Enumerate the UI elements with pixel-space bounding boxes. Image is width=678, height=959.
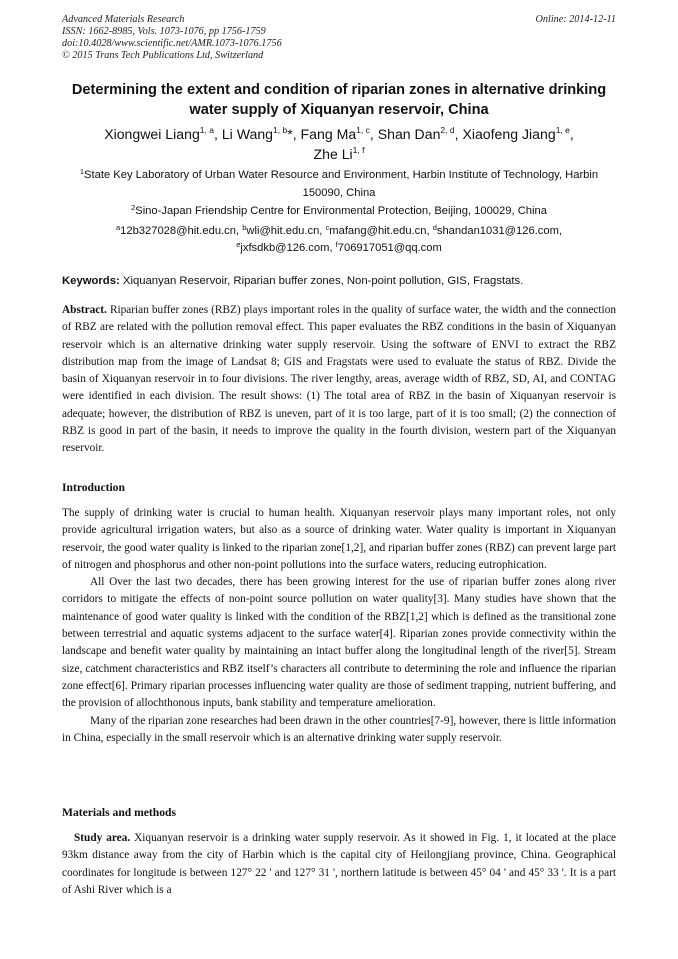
author: Xiaofeng Jiang$^{1, e}$, bbox=[462, 125, 574, 142]
abstract-label: Abstract. bbox=[62, 304, 107, 316]
keywords-text: Xiquanyan Reservoir, Riparian buffer zones, Non-point pollution, GIS, Fragstats. bbox=[119, 275, 524, 287]
study-area-text: Xiquanyan reservoir is a drinking water supply reservoir. As it showed in Fig. 1, it located at the place 93km distance away from the city of Harbin which is the capital city of Heilongjiang province, China. Geographical coordinates for longitude is between 127° 22 ' and 127° 31 ', northern latitude is between 45° 04 ' and 45° 33 '. It is a part of Ashi River which is a bbox=[62, 832, 616, 896]
email: $^b$wli@hit.edu.cn, bbox=[242, 223, 326, 237]
study-area-paragraph bbox=[62, 830, 616, 899]
doi-line: doi:10.4028/www.scientific.net/AMR.1073-1076.1756 bbox=[62, 38, 282, 49]
email: $^c$mafang@hit.edu.cn, bbox=[325, 223, 433, 237]
email: $^e$jxfsdkb@126.com, bbox=[236, 240, 336, 254]
issn-line: ISSN: 1662-8985, Vols. 1073-1076, pp 1756-1759 bbox=[62, 26, 266, 37]
methods-heading: Materials and methods bbox=[62, 806, 177, 819]
email-list bbox=[62, 223, 616, 257]
affiliation-2: $^2$Sino-Japan Friendship Centre for Environmental Protection, Beijing, 100029, China bbox=[131, 203, 547, 217]
paragraph: All Over the last two decades, there has been growing interest for the use of riparian buffer zones along river corridors to mitigate the effects of non-point source pollution on water quality[3]. Many studies have shown that the maintenance of good water quality is linked with the condition of the RBZ[1,2] which is defined as the transitional zone between terrestrial and aquatic systems adjacent to the surface water[4]. Riparian zones provide connectivity within the landscape and benefit water quality by maintaining an intact buffer along the longitudinal length of the river[5]. Stream size, catchment characteristics and RBZ itself’s characters all contribute to determining the role and influence the riparian zone effect[6]. Primary riparian processes influencing water quality are those of sediment trapping, nutrient buffering, and the provision of allochthonous inputs, bank stability and temperature amelioration. bbox=[62, 576, 616, 710]
online-date: Online: 2014-12-11 bbox=[535, 14, 616, 25]
email: $^d$shandan1031@126.com, bbox=[432, 223, 563, 237]
study-area-label: Study area. bbox=[74, 832, 131, 844]
author-list bbox=[62, 124, 616, 164]
paragraph: The supply of drinking water is crucial to human health. Xiquanyan reservoir plays many important roles, not only provide agricultural irrigation waters, but also as a source of drinking water. Water quality is important in Xiquanyan reservoir, the good water quality is linked to the riparian zone[1,2], and riparian buffer zones (RBZ) can prevent large part of nitrogen and phosphorus and other non-point pollutions into the surface waters, reducing eutrophication. bbox=[62, 507, 616, 571]
keywords bbox=[62, 272, 616, 290]
copyright-line: © 2015 Trans Tech Publications Ltd, Switzerland bbox=[62, 50, 264, 61]
email: $^f$706917051@qq.com bbox=[335, 240, 442, 254]
paragraph: Many of the riparian zone researches had been drawn in the other countries[7-9], however, there is little information in China, especially in the small reservoir which is an alternative drinking water supply reservoir. bbox=[62, 714, 616, 744]
journal-name: Advanced Materials Research bbox=[62, 14, 185, 25]
affiliation-1: $^1$State Key Laboratory of Urban Water Resource and Environment, Harbin Institute of Technology, Harbin 150090, China bbox=[79, 167, 599, 199]
paper-title: Determining the extent and condition of riparian zones in alternative drinking water supply of Xiquanyan reservoir, China bbox=[71, 82, 607, 118]
author: Xiongwei Liang$^{1, a}$, bbox=[104, 125, 222, 142]
author: Li Wang$^{1, b}$*, bbox=[221, 125, 301, 142]
introduction-heading: Introduction bbox=[62, 481, 125, 494]
author: Shan Dan$^{2, d}$, bbox=[377, 125, 463, 142]
corresponding-star: * bbox=[287, 126, 293, 142]
author: Fang Ma$^{1, c}$, bbox=[300, 125, 378, 142]
abstract-text: Riparian buffer zones (RBZ) plays important roles in the quality of surface water, the width and the connection of RBZ are related with the pollution removal effect. This paper evaluates the RBZ conditions in the basin of Xiquanyan reservoir which is an alternative drinking water supply reservoir. Using the software of ENVI to extract the RBZ distribution map from the image of Landsat 8; GIS and Fragstats were used to evaluate the status of RBZ. Divide the basin of Xiquanyan reservoir in to four divisions. The river lengthy, areas, average width of RBZ, SD, AI, and CONTAG were identified in each division. The result shows: (1) The total area of RBZ in the basin of Xiquanyan reservoir is adequate; however, the distribution of RBZ is uneven, part of it is too large, part of it is too small; (2) the connection of RBZ is good in part of the basin, it needs to improve the quality in the fourth division, western part of the Xiquanyan reservoir. bbox=[62, 304, 616, 455]
email: $^a$12b327028@hit.edu.cn, bbox=[115, 223, 243, 237]
keywords-label: Keywords: bbox=[62, 275, 120, 287]
journal-header bbox=[62, 14, 616, 62]
introduction-body bbox=[62, 505, 616, 747]
abstract bbox=[62, 302, 616, 458]
author: Zhe Li$^{1, f}$ bbox=[313, 145, 365, 162]
